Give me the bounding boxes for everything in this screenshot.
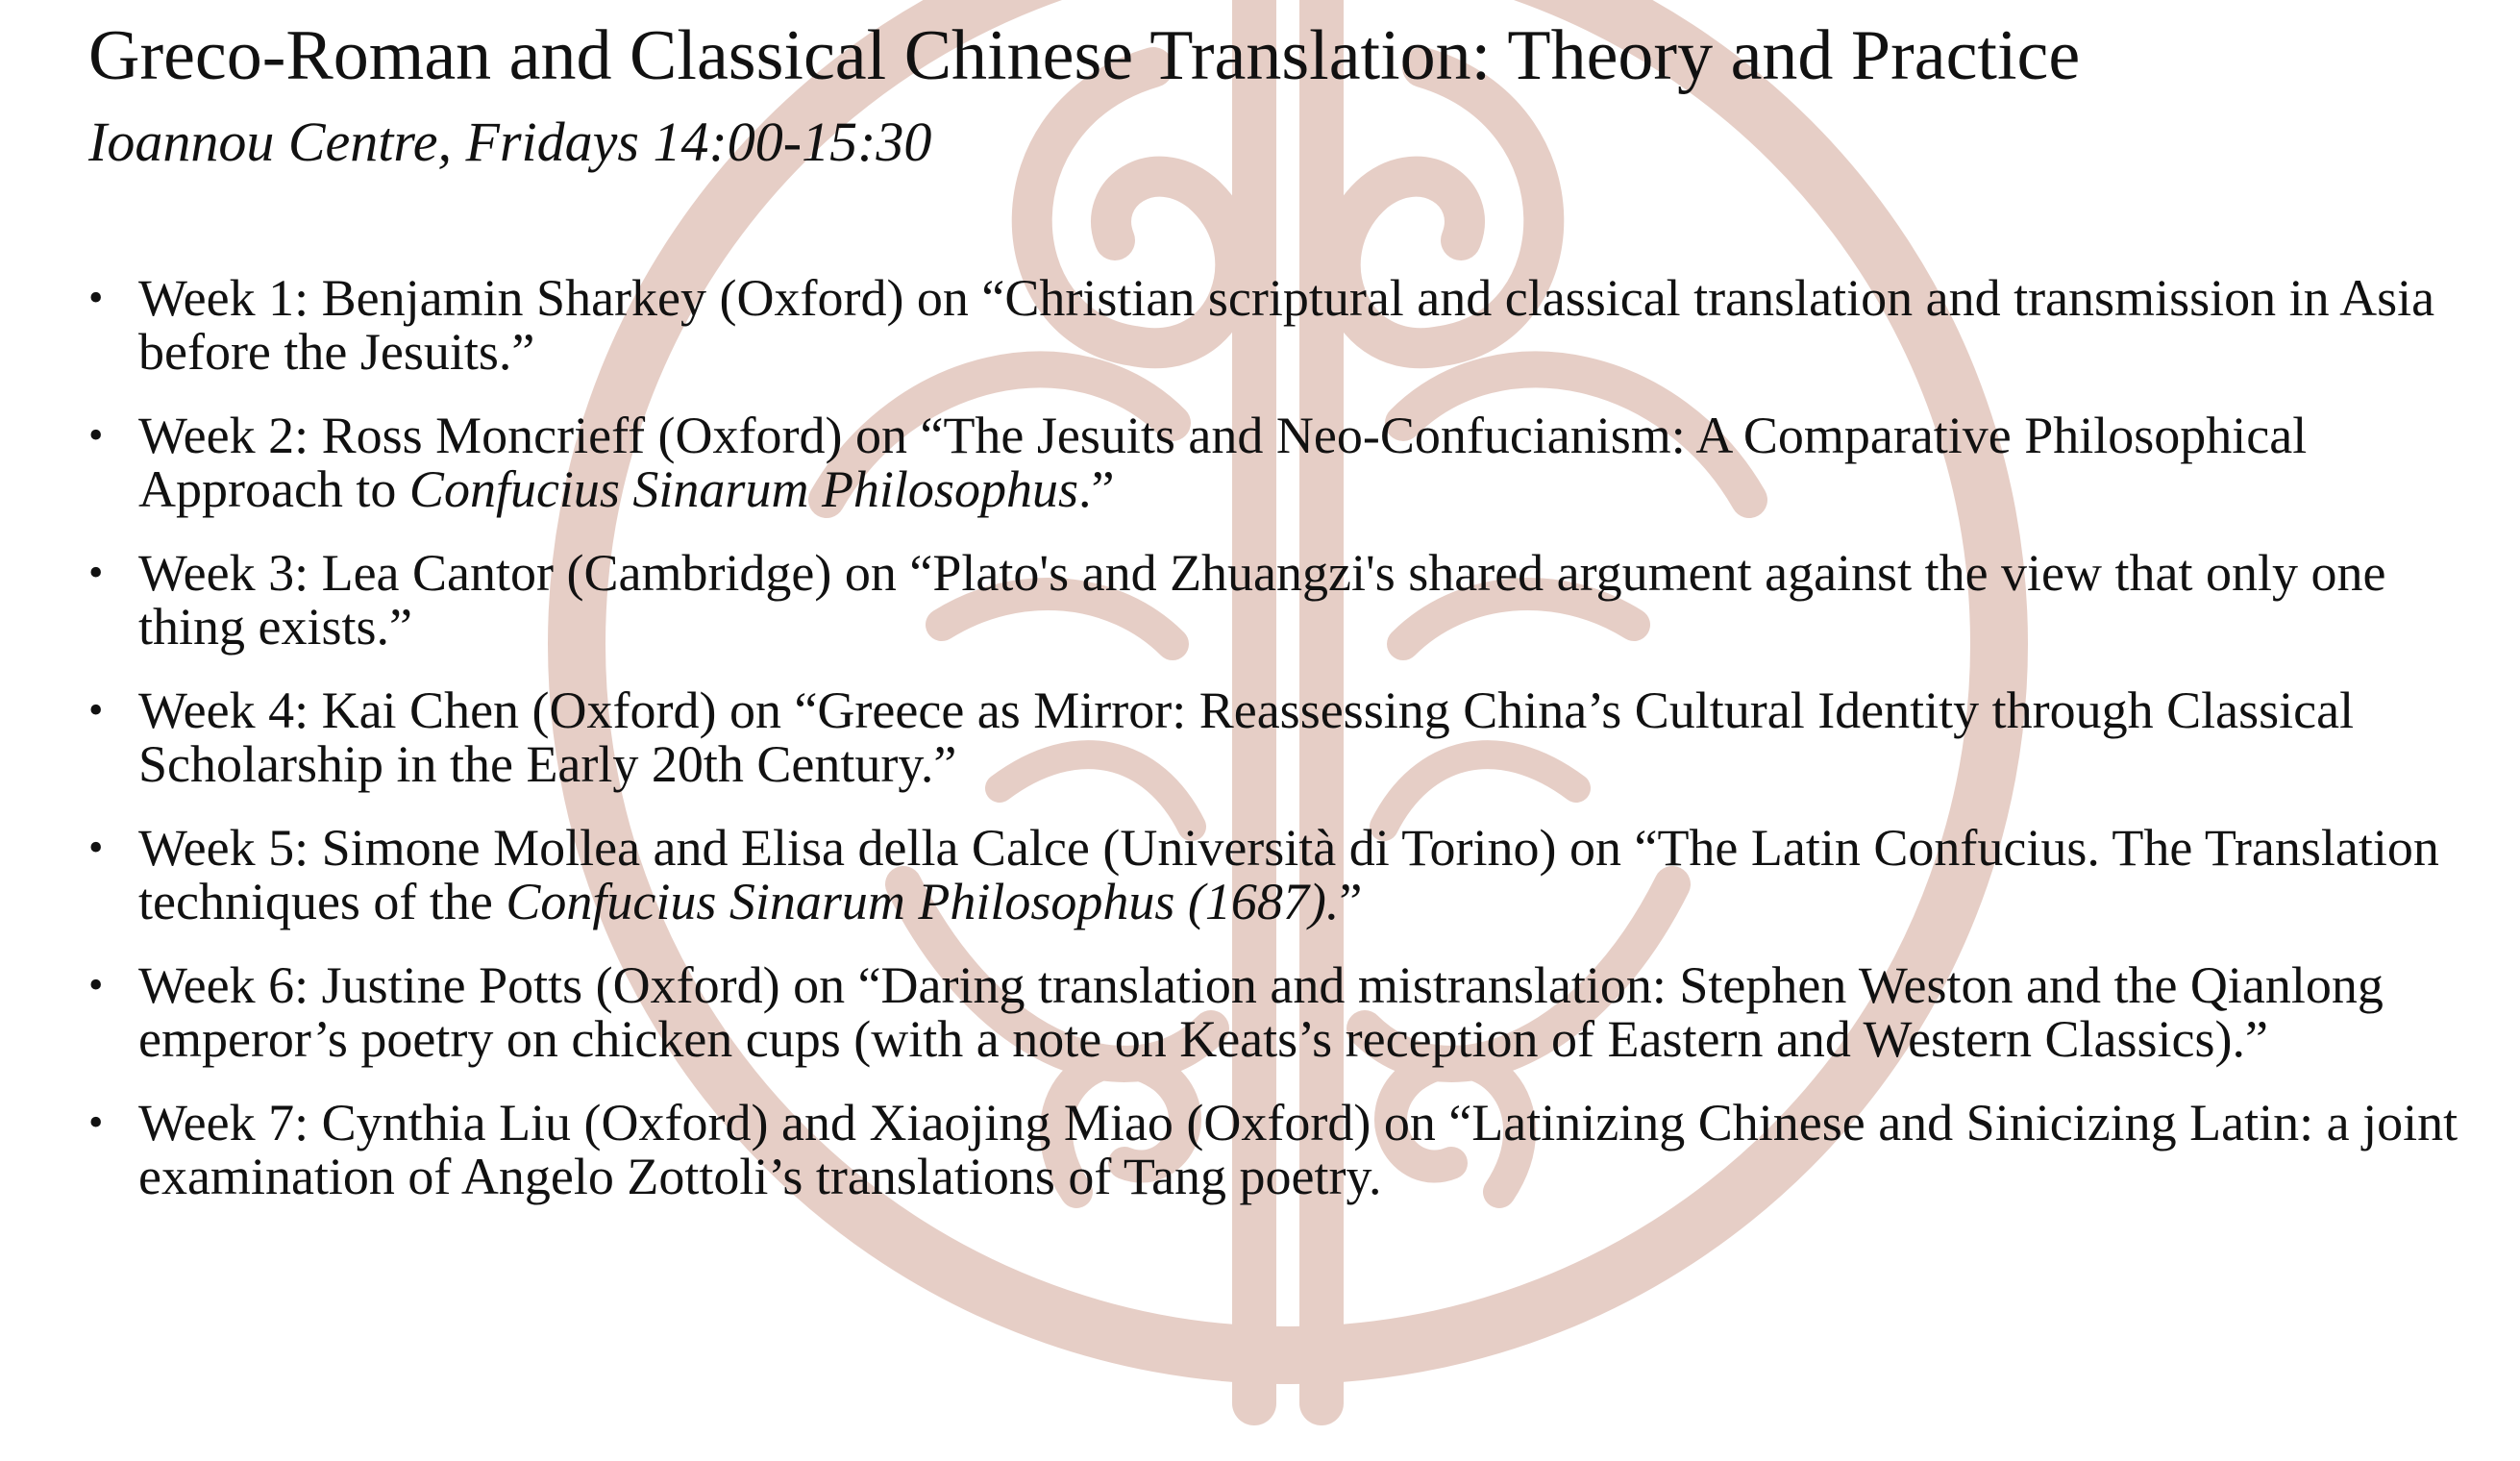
session-text: Week 3: Lea Cantor (Cambridge) on “Plato's and Zhuangzi's shared argument against the view that only one thing exists.” [138,544,2386,656]
session-text-end: ” [1339,873,1363,930]
session-text-part: Week 2: Ross Moncrieff (Oxford) on “The Jesuits and Neo-Confucianism: A Comparative Philosophical Approach to [138,407,2308,518]
session-text-end: .” [1077,460,1115,518]
list-item [88,821,2472,929]
bullet: • [88,1099,104,1146]
list-item [88,958,2472,1066]
list-item [88,271,2472,379]
session-text: Week 4: Kai Chen (Oxford) on “Greece as Mirror: Reassessing China’s Cultural Identity through Classical Scholarship in the Early 20th Century.” [138,681,2355,793]
list-item [88,683,2472,791]
bullet: • [88,824,104,871]
bullet: • [88,274,104,321]
bullet: • [88,686,104,733]
session-text: Week 7: Cynthia Liu (Oxford) and Xiaojing Miao (Oxford) on “Latinizing Chinese and Sinicizing Latin: a joint examination of Angelo Zottoli’s translations of Tang poetry. [138,1094,2458,1205]
bullet: • [88,549,104,596]
location-time-subtitle: Ioannou Centre, Fridays 14:00-15:30 [88,111,932,173]
list-item [88,546,2472,654]
list-item [88,1096,2472,1203]
session-text-part: Week 5: Simone Mollea and Elisa della Calce (Università di Torino) on “The Latin Confucius. The Translation techniques of the [138,819,2439,930]
session-text: Week 6: Justine Potts (Oxford) on “Daring translation and mistranslation: Stephen Weston and the Qianlong emperor’s poetry on chicken cups (with a note on Keats’s reception of Eastern and Western Classics).” [138,956,2384,1068]
work-title-italic: Confucius Sinarum Philosophus [408,460,1078,518]
bullet: • [88,961,104,1008]
session-text [138,819,2439,930]
work-title-italic: Confucius Sinarum Philosophus (1687). [506,873,1340,930]
list-item [88,409,2472,516]
document-title: Greco-Roman and Classical Chinese Translation: Theory and Practice [88,16,2081,95]
session-text [138,407,2307,518]
document-content [88,15,2472,1233]
bullet: • [88,411,104,458]
session-list [88,271,2472,1203]
session-text: Week 1: Benjamin Sharkey (Oxford) on “Christian scriptural and classical translation and transmission in Asia before the Jesuits.” [138,269,2435,381]
